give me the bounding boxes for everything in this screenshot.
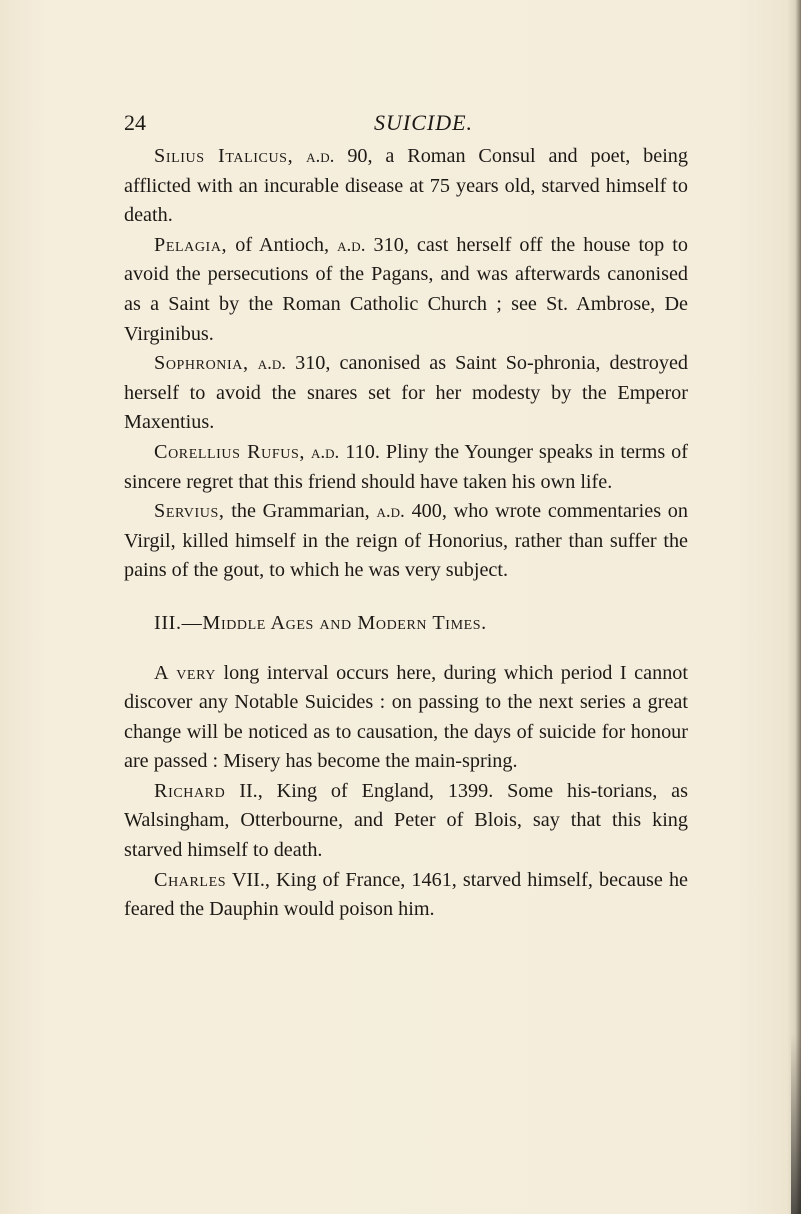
entry-text: 310, cast herself off the house top to avoid the persecutions of the Pagans, and was afterwards canonised as a Saint by the Roman Catholic Church ; see St. Ambrose, De Virginibus. [124,233,688,345]
entry-name: Pelagia, [154,233,228,256]
entry-date: a.d. [337,234,366,256]
entry-date: a.d. [376,501,405,523]
entry-pelagia [124,231,688,349]
entry-interval [124,659,688,777]
entry-date: a.d. [306,146,335,167]
entry-text: 90, a Roman Consul and poet, being afflicted with an incurable disease at 75 years old, starved himself to death. [124,145,688,227]
entry-date: a.d. [310,441,340,463]
entry-text: of Antioch, [227,233,338,256]
entry-text: 400, who wrote commentaries on Virgil, killed himself in the reign of Honorius, rather than suffer the pains of the gout, to which he was very subject. [124,500,688,582]
entry-name: Corellius Rufus, [154,440,305,463]
entry-name: Servius, [154,500,225,523]
running-title: SUICIDE. [374,110,474,135]
entry-text: 310, canonised as Saint So-phronia, destroyed herself to avoid the snares set for her modesty by the Emperor Maxentius. [124,352,689,434]
entry-sophronia [124,349,688,438]
entry-charles [124,866,688,925]
entry-text: long interval occurs here, during which period I cannot discover any Notable Suicides : on passing to the next series a great change will be noticed as to causation, the days of suicide for honour are passed : Misery has become the main-spring. [124,661,688,773]
entry-richard [124,777,688,866]
entry-text: 110. Pliny the Younger speaks in terms of sincere regret that this friend should have taken his own life. [124,440,688,493]
page-edge-dark [791,1034,801,1214]
entry-name: Charles [154,868,227,891]
section-heading: III.—Middle Ages and Modern Times. [154,611,487,634]
entry-text: VII., King of France, 1461, starved himself, because he feared the Dauphin would poison him. [124,868,688,921]
entry-name: Sophronia, [154,352,249,375]
entry-servius [124,497,688,586]
entry-lead: A very [154,661,216,684]
entry-corellius-rufus [124,438,688,497]
entry-date: a.d. [257,353,287,375]
entry-name: Richard [154,779,226,802]
entry-name: Silius Italicus, [154,145,294,167]
page-number: 24 [124,110,146,135]
entry-text: the Grammarian, [224,500,377,523]
page-header [124,110,689,140]
page-body [124,142,688,925]
entry-silius-italicus [124,142,688,231]
page-edge-shadow [787,0,801,1214]
entry-text: II., King of England, 1399. Some his-torians, as Walsingham, Otterbourne, and Peter of Blois, say that this king starved himself to death. [124,779,688,862]
